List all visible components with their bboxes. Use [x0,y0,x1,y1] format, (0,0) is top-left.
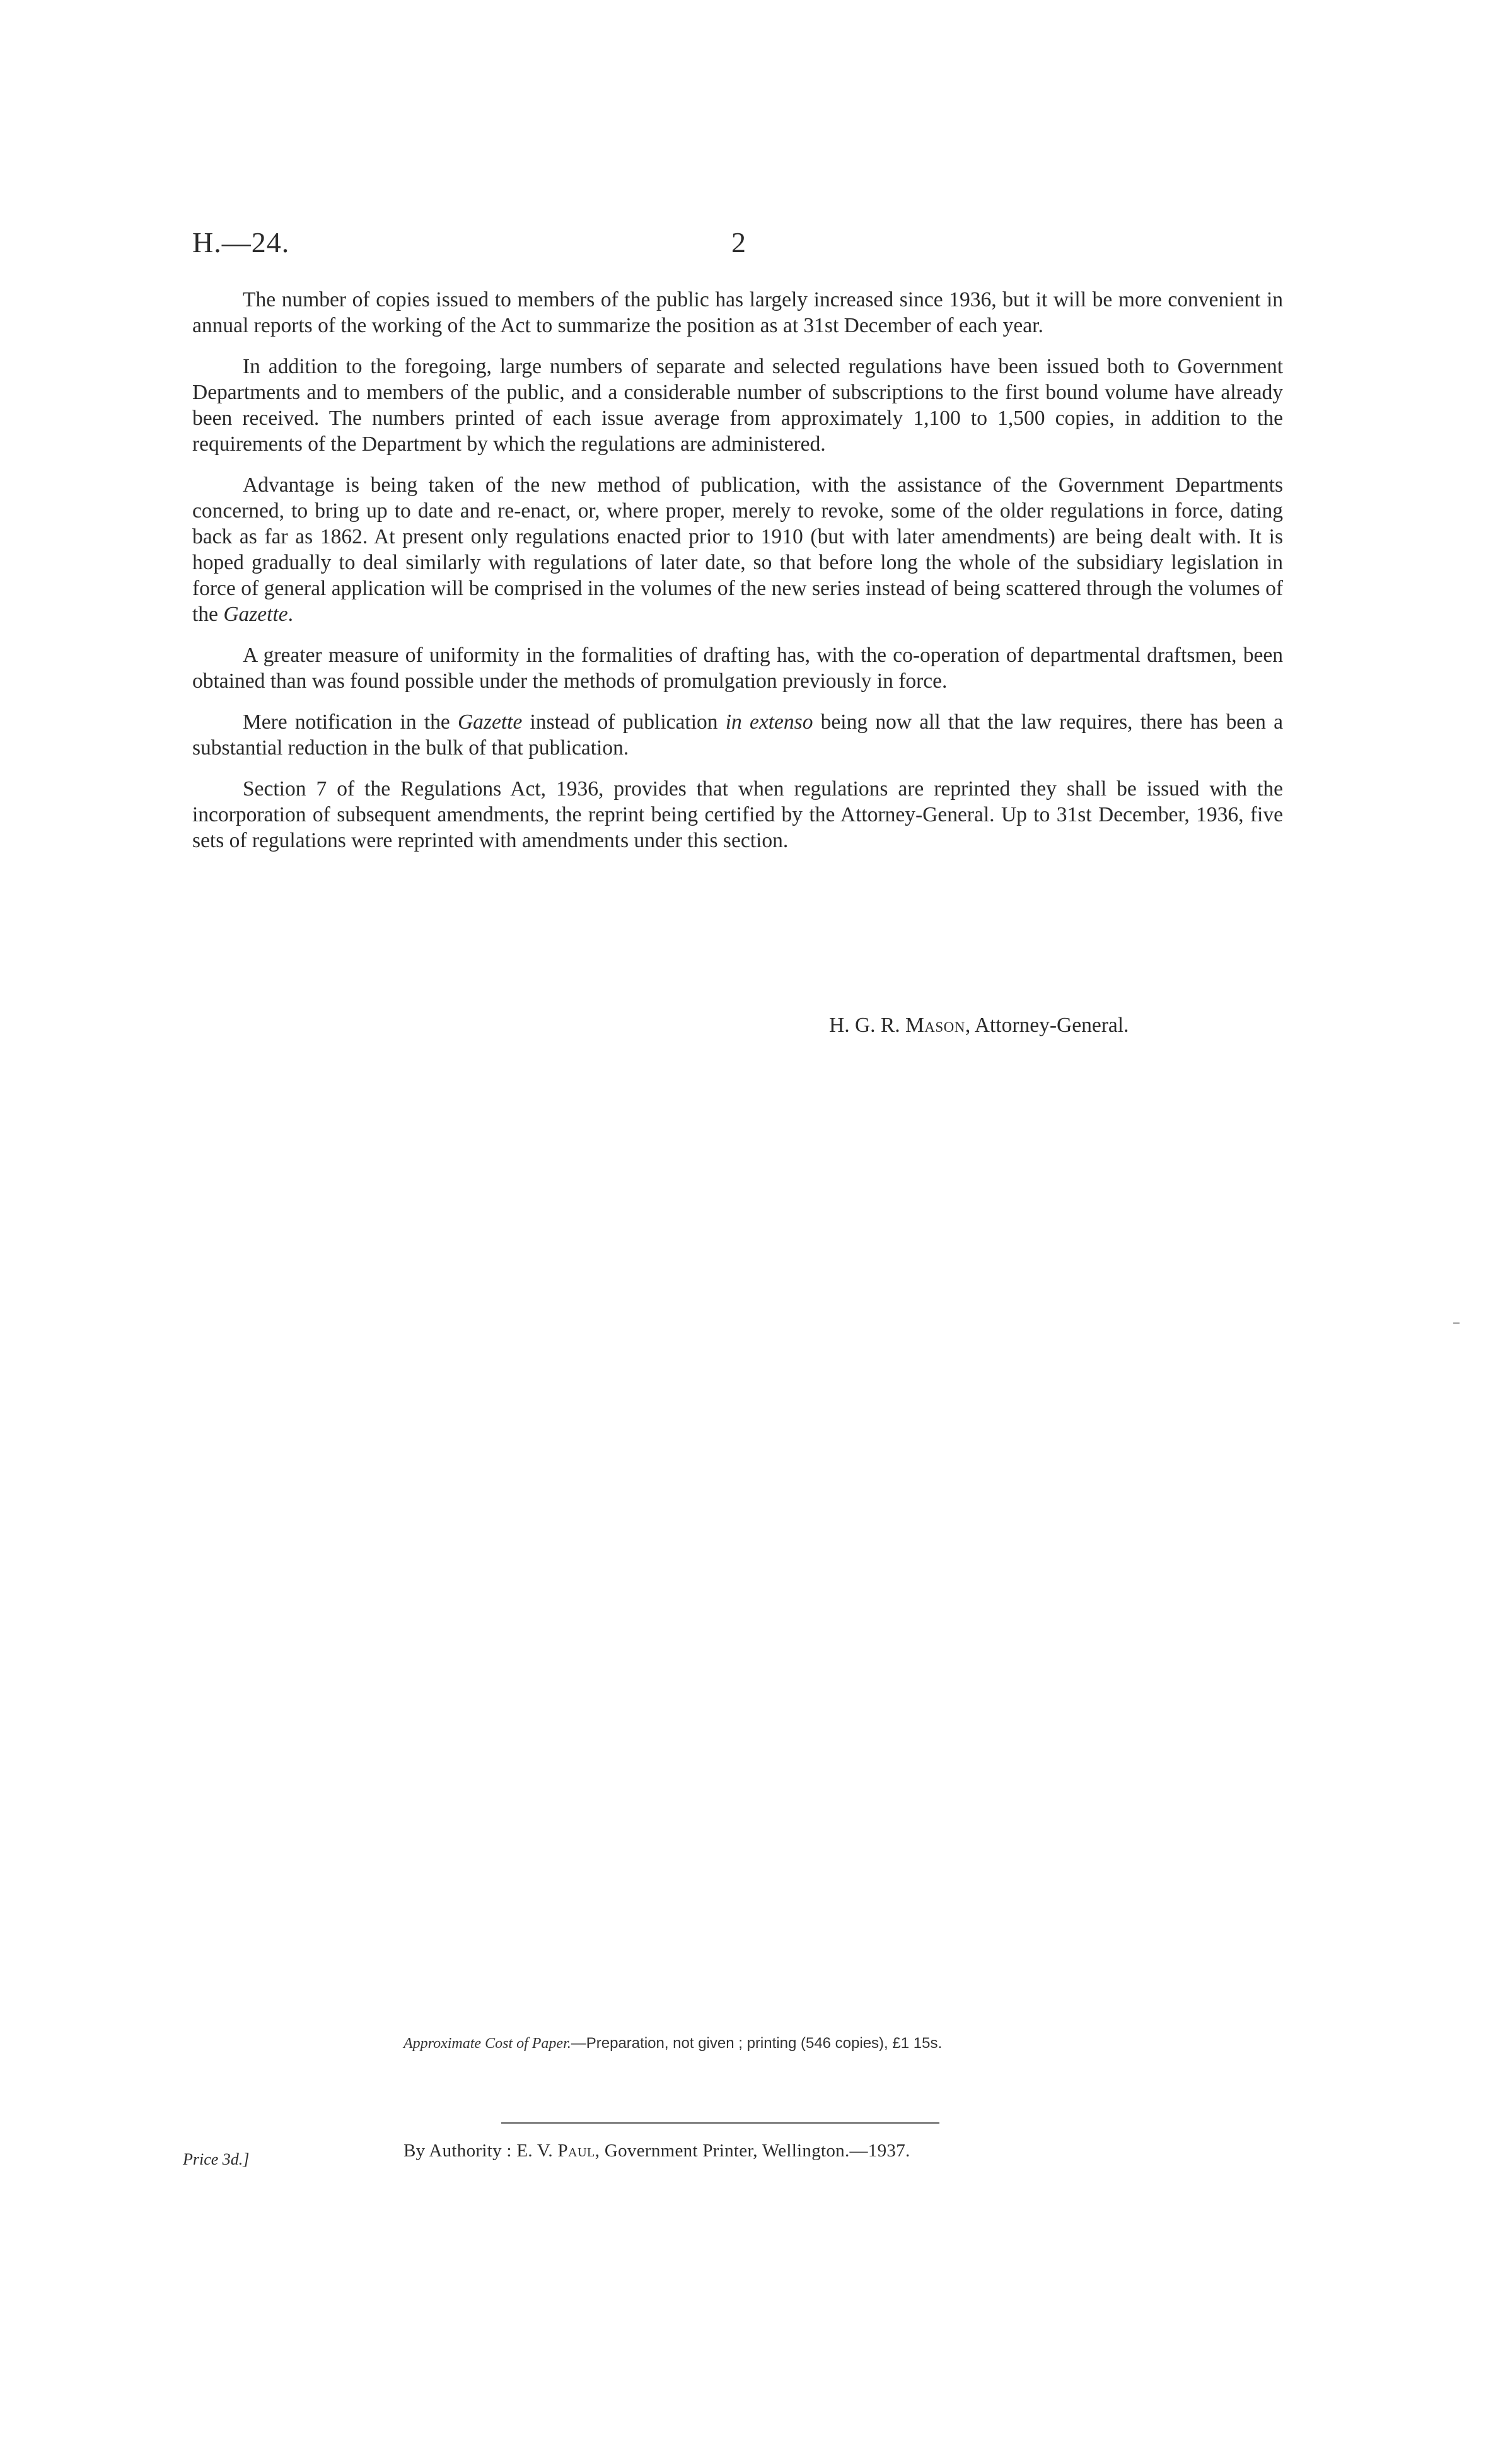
cost-text: —Preparation, not given ; printing (546 copies), £1 15s. [571,2035,943,2052]
paragraph [192,709,1283,761]
page-header [192,226,1283,263]
signature [829,1014,1129,1038]
italic-run: Gazette [223,603,288,626]
signature-surname: Mason [905,1014,965,1037]
text-run: Advantage is being taken of the new method of publication, with the assistance of the Government Departments concerned, to bring up to date and re-enact, or, where proper, merely to revoke, some of the older regulations in force, dating back as far as 1862. At present only regulations enacted prior to 1910 (but with later amendments) are being dealt with. It is hoped gradually to deal similarly with regulations of later date, so that before long the whole of the subsidiary legislation in force of general application will be comprised in the volumes of the new series instead of being scattered through the volumes of the [192,473,1283,626]
text-run: . [287,603,294,626]
text-run: In addition to the foregoing, large numbers of separate and selected regulations have been issued both to Government Departments and to members of the public, and a considerable number of subscriptions to the first bound volume have already been received. The numbers printed of each issue average from approximately 1,100 to 1,500 copies, in addition to the requirements of the Department by which the regulations are administered. [192,355,1283,456]
cost-label: Approximate Cost of Paper. [404,2035,571,2052]
imprint-prefix: By Authority : E. V. [404,2141,558,2161]
imprint-suffix: , Government Printer, Wellington.—1937. [595,2141,910,2161]
italic-run: in extenso [725,710,813,734]
printer-imprint [404,2141,910,2161]
text-run: A greater measure of uniformity in the formalities of drafting has, with the co-operation of departmental draftsmen, been obtained than was found possible under the methods of promulgation previously in force. [192,644,1283,693]
italic-run: Gazette [457,710,523,734]
page-number: 2 [731,226,746,258]
scan-speck [1453,1322,1460,1324]
paragraph [192,287,1283,338]
footer-rule [501,2122,939,2124]
price-note: Price 3d.] [183,2150,250,2168]
text-run: being now all that the law requires, there has been a substantial reduction in the bulk of that publication. [192,710,1283,760]
text-run: The number of copies issued to members of the public has largely increased since 1936, but it will be more convenient in annual reports of the working of the Act to summarize the position as at 31st December of each year. [192,288,1283,337]
signature-title: , Attorney-General. [965,1014,1129,1037]
paragraph [192,776,1283,853]
paragraph [192,472,1283,627]
printer-surname: Paul [557,2141,595,2161]
paragraph [192,642,1283,694]
signature-initials: H. G. R. [829,1014,905,1037]
text-run: Section 7 of the Regulations Act, 1936, provides that when regulations are reprinted they shall be issued with the incorporation of subsequent amendments, the reprint being certified by the Attorney-General. Up to 31st December, 1936, five sets of regulations were reprinted with amendments under this section. [192,777,1283,852]
paragraph [192,354,1283,457]
document-code: H.—24. [192,226,290,258]
text-run: Mere notification in the [243,710,458,734]
text-run: instead of publication [522,710,726,734]
cost-of-paper-note [404,2035,942,2052]
body-text [192,287,1283,869]
